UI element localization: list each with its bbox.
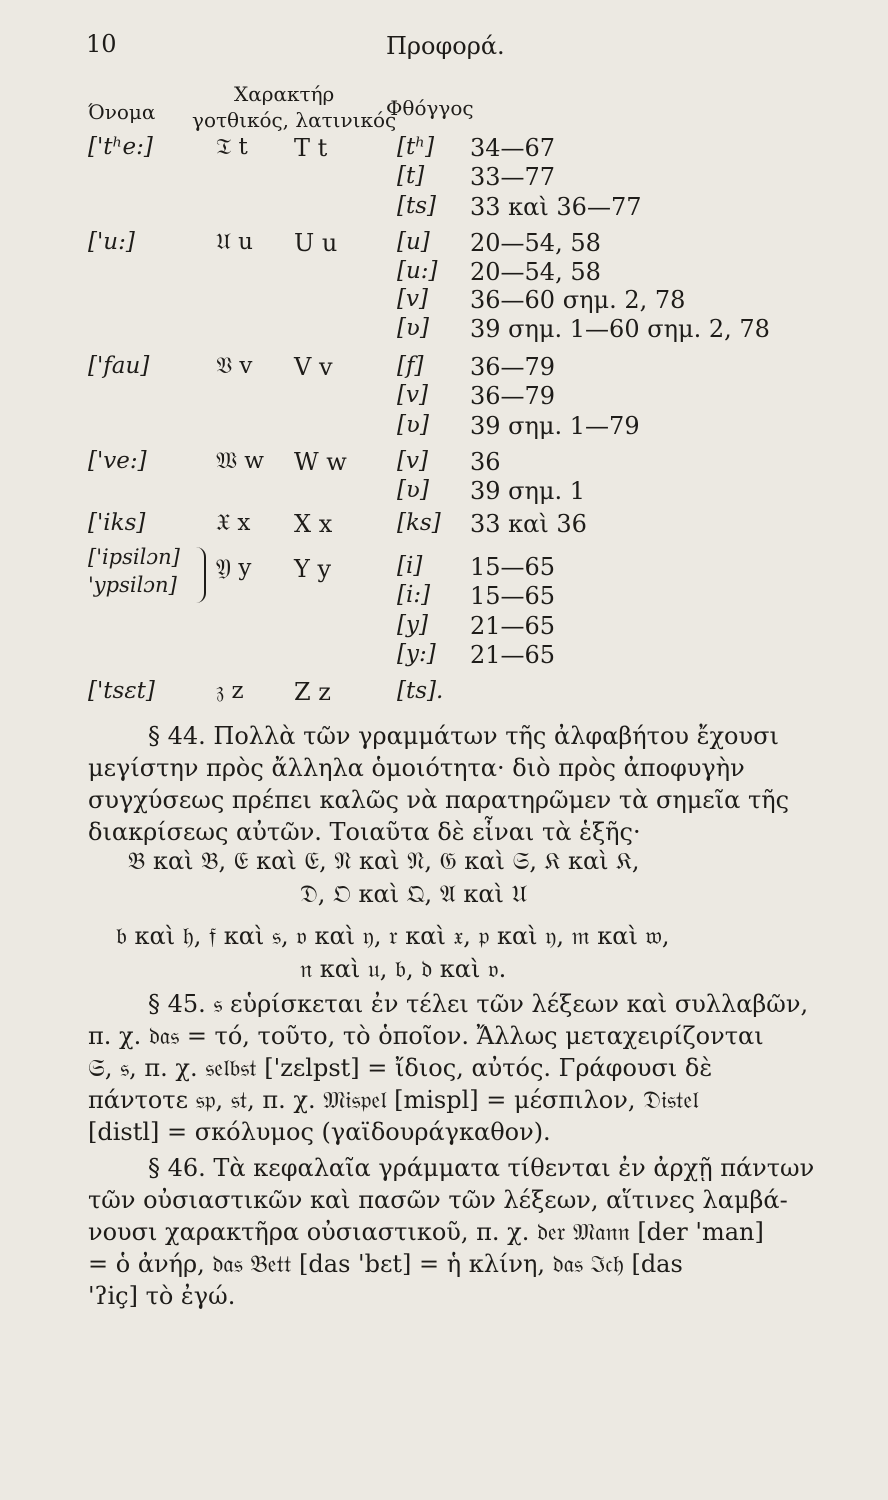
text-line: νουσι χαρακτῆρα οὐσιαστικοῦ, π. χ. 𝔡𝔢𝔯 𝔐𝔞𝔫𝔫 [der 'man] [88,1218,764,1246]
lowercase-pairs-line: 𝔫 καὶ 𝔲, 𝔟, 𝔡 καὶ 𝔳. [300,955,507,983]
gothic-letter: 𝔙 v [216,353,253,379]
text-line: διακρίσεως αὐτῶν. Τοιαῦτα δὲ εἶναι τὰ ἑξῆς· [88,818,641,846]
letter-name: ['u:] [88,229,135,255]
column-header-sound: Φθόγγος [386,96,474,120]
sound-symbol: [ks] [397,510,441,536]
section-reference: 36 [470,448,501,476]
latin-letter: V v [294,353,333,381]
section-reference: 33 καὶ 36 [470,510,587,538]
letter-name: ['ve:] [88,448,147,474]
column-header-character-sub: γοτθικός, λατινικός [192,108,397,132]
text-line: § 45. 𝔰 εὑρίσκεται ἐν τέλει τῶν λέξεων καὶ συλλαβῶν, [148,990,809,1018]
gothic-letter: 𝔷 z [216,678,244,704]
gothic-letter: 𝔗 t [216,134,248,160]
column-header-character: Χαρακτήρ [234,82,335,106]
sound-symbol: [t] [397,163,425,189]
paragraph-44 [88,720,788,848]
paragraph-46 [88,1152,815,1312]
text-line: § 46. Τὰ κεφαλαῖα γράμματα τίθενται ἐν ἀρχῇ πάντων [148,1154,815,1182]
sound-symbol: [ts]. [397,678,444,704]
text-line: μεγίστην πρὸς ἄλληλα ὁμοιότητα· διὸ πρὸς ἀποφυγὴν [88,754,745,782]
capital-pairs-line: 𝔅 καὶ 𝔅, 𝔈 καὶ 𝔈, 𝔑 καὶ 𝔑, 𝔊 καὶ 𝔖, 𝔎 καὶ 𝔎, [128,847,640,875]
text-line: συγχύσεως πρέπει καλῶς νὰ παρατηρῶμεν τὰ σημεῖα τῆς [88,786,790,814]
gothic-letter: 𝔘 u [216,229,253,255]
latin-letter: Z z [294,678,331,706]
section-reference: 21—65 [470,612,556,640]
text-line: π. χ. 𝔡𝔞𝔰 = τό, τοῦτο, τὸ ὁποῖον. Ἄλλως μεταχειρίζονται [88,1022,764,1050]
letter-name: ['fau] [88,353,150,379]
sound-symbol: [i] [397,553,423,579]
latin-letter: U u [294,229,338,257]
section-reference: 36—79 [470,382,556,410]
gothic-letter: 𝔚 w [216,448,264,474]
sound-symbol: [v] [397,448,428,474]
section-reference: 39 σημ. 1 [470,477,586,505]
latin-letter: X x [294,510,333,538]
section-reference: 15—65 [470,582,556,610]
latin-letter: W w [294,448,347,476]
letter-name: ['iks] [88,510,146,536]
text-line: § 44. Πολλὰ τῶν γραμμάτων τῆς ἀλφαβήτου ἔχουσι [148,722,779,750]
section-reference: 21—65 [470,641,556,669]
sound-symbol: [v] [397,286,428,312]
section-reference: 20—54, 58 [470,258,601,286]
sound-symbol: [ʋ] [397,412,429,438]
section-reference: 36—60 σημ. 2, 78 [470,286,686,314]
sound-symbol: [f] [397,353,424,379]
text-line: τῶν οὐσιαστικῶν καὶ πασῶν τῶν λέξεων, αἵτινες λαμβά- [88,1186,788,1214]
letter-name: 'ypsilɔn] [88,573,177,597]
sound-symbol: [tʰ] [397,134,435,160]
section-reference: 33—77 [470,163,556,191]
sound-symbol: [ts] [397,193,436,219]
text-line: [distl] = σκόλυμος (γαϊδουράγκαθον). [88,1118,551,1146]
section-reference: 15—65 [470,553,556,581]
section-reference: 39 σημ. 1—60 σημ. 2, 78 [470,315,770,343]
column-header-name: Όνομα [88,100,156,124]
gothic-letter: 𝔛 x [216,510,251,536]
letter-name: ['ipsilɔn] [88,545,180,569]
letter-name: ['tʰe:] [88,134,153,160]
sound-symbol: [y] [397,612,428,638]
capital-pairs-line: 𝔇, 𝔒 καὶ 𝔔, 𝔄 καὶ 𝔘 [300,880,528,908]
sound-symbol: [v] [397,382,428,408]
section-reference: 33 καὶ 36—77 [470,193,642,221]
paragraph-45 [88,988,809,1148]
page-number: 10 [86,30,117,58]
section-reference: 36—79 [470,353,556,381]
sound-symbol: [i:] [397,582,431,608]
text-line: 𝔖, 𝔰, π. χ. 𝔰𝔢𝔩𝔟𝔰𝔱 ['zɛlpst] = ἴδιος, αὐτός. Γράφουσι δὲ [88,1054,713,1082]
section-reference: 39 σημ. 1—79 [470,412,640,440]
latin-letter: Y y [294,555,332,583]
running-title: Προφορά. [386,32,505,60]
text-line: πάντοτε 𝔰𝔭, 𝔰𝔱, π. χ. 𝔐𝔦𝔰𝔭𝔢𝔩 [mispl] = μέσπιλον, 𝔇𝔦𝔰𝔱𝔢𝔩 [88,1086,699,1114]
sound-symbol: [ʋ] [397,315,429,341]
sound-symbol: [u:] [397,258,438,284]
brace [196,547,206,603]
letter-name: ['tsɛt] [88,678,155,704]
text-line: = ὁ ἀνήρ, 𝔡𝔞𝔰 𝔅𝔢𝔱𝔱 [das 'bɛt] = ἡ κλίνη, 𝔡𝔞𝔰 ℑ𝔠𝔥 [das [88,1250,683,1278]
gothic-letter: 𝔜 y [216,555,252,581]
text-line: 'ʔiç] τὸ ἐγώ. [88,1282,236,1310]
latin-letter: T t [294,134,328,162]
sound-symbol: [y:] [397,641,436,667]
section-reference: 20—54, 58 [470,229,601,257]
lowercase-pairs-line: 𝔟 καὶ 𝔥, 𝔣 καὶ 𝔰, 𝔳 καὶ 𝔶, 𝔯 καὶ 𝔵, 𝔭 καὶ 𝔶, 𝔪 καὶ 𝔴, [116,922,670,950]
section-reference: 34—67 [470,134,556,162]
sound-symbol: [ʋ] [397,477,429,503]
sound-symbol: [u] [397,229,430,255]
